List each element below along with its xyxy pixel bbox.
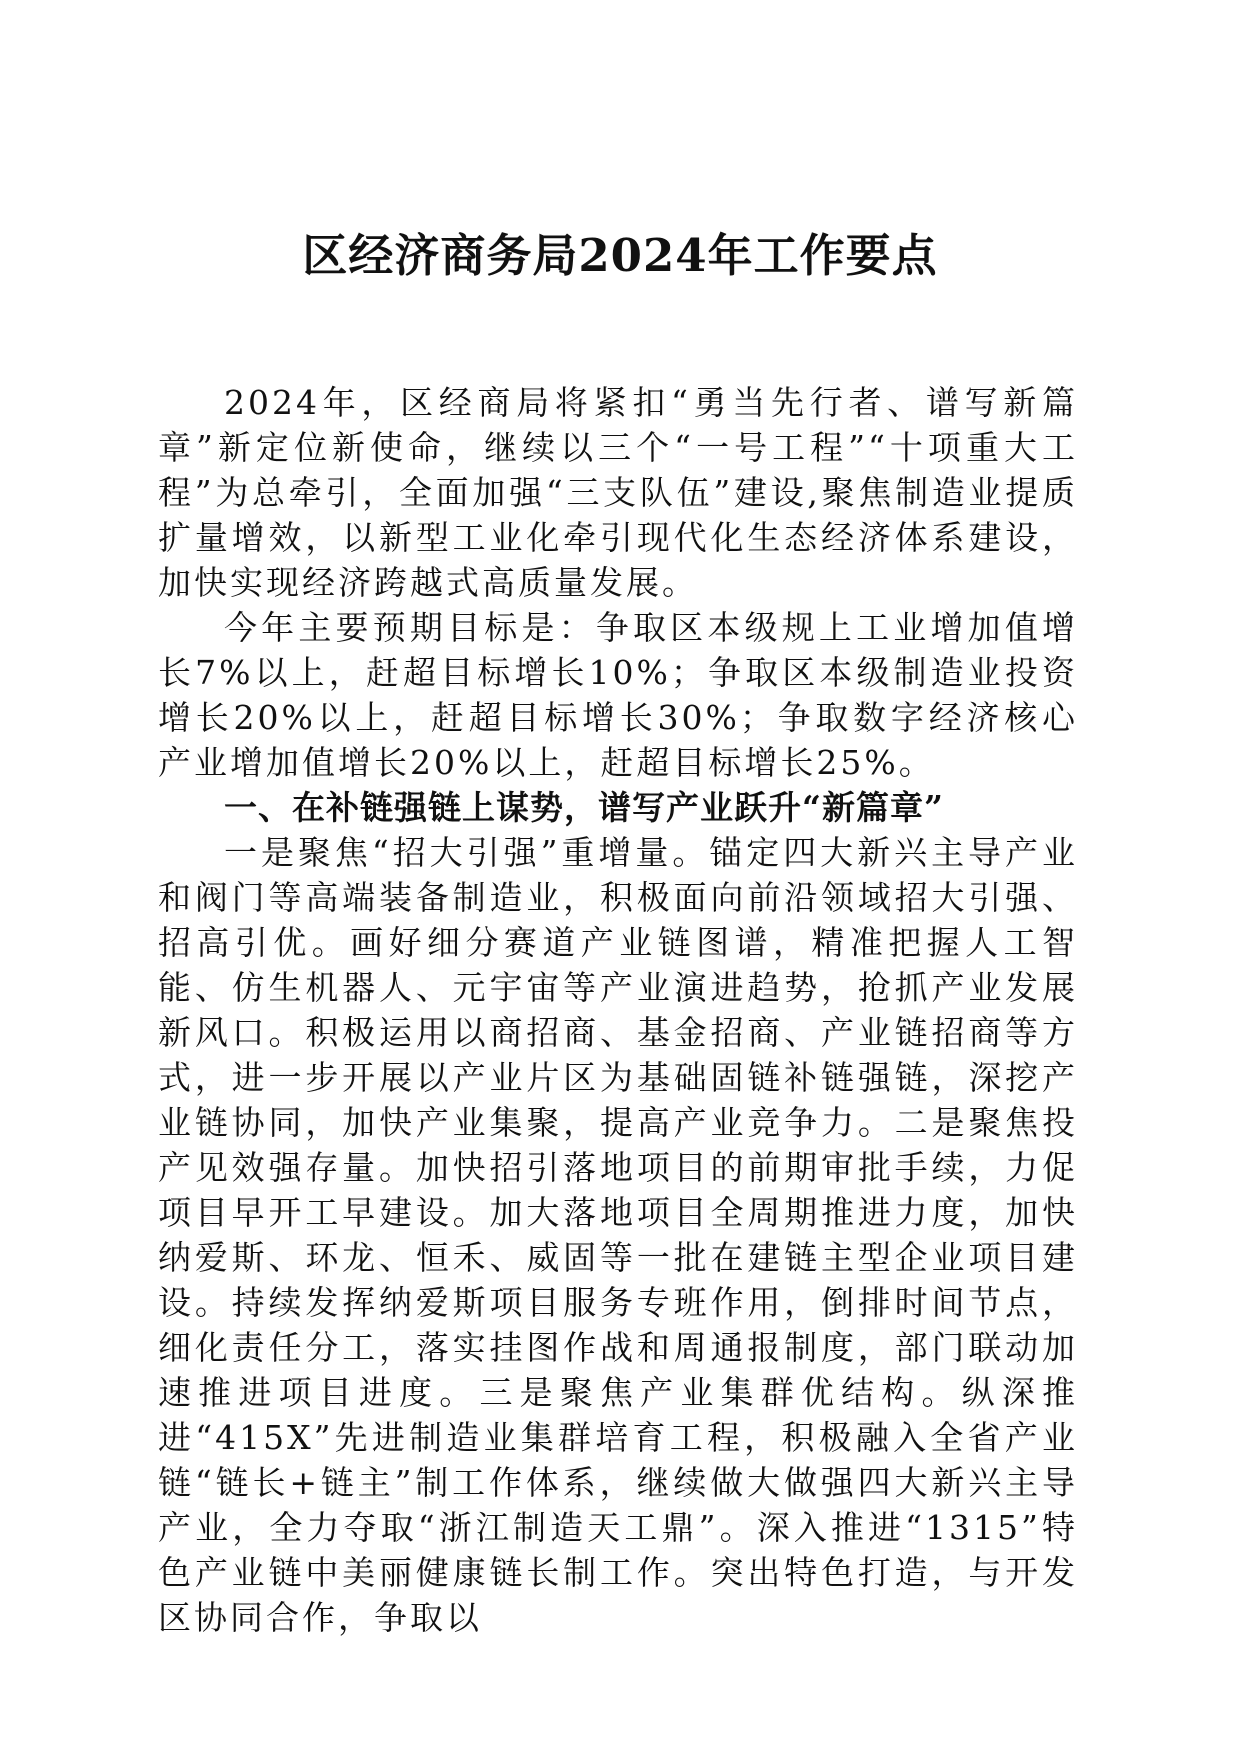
section-1-heading: 一、在补链强链上谋势，谱写产业跃升“新篇章” [224,788,944,827]
section-1-body: 一是聚焦“招大引强”重增量。锚定四大新兴主导产业和阀门等高端装备制造业，积极面向前沿领域招大引强、招高引优。画好细分赛道产业链图谱，精准把握人工智能、仿生机器人、元宇宙等产业演进趋势，抢抓产业发展新风口。积极运用以商招商、基金招商、产业链招商等方式，进一步开展以产业片区为基础固链补链强链，深挖产业链协同，加快产业集聚，提高产业竞争力。二是聚焦投产见效强存量。加快招引落地项目的前期审批手续，力促项目早开工早建设。加大落地项目全周期推进力度，加快纳爱斯、环龙、恒禾、威固等一批在建链主型企业项目建设。持续发挥纳爱斯项目服务专班作用，倒排时间节点，细化责任分工，落实挂图作战和周通报制度，部门联动加速推进项目进度。三是聚焦产业集群优结构。纵深推进“415X”先进制造业集群培育工程，积极融入全省产业链“链长+链主”制工作体系，继续做大做强四大新兴主导产业，全力夺取“浙江制造天工鼎”。深入推进“1315”特色产业链中美丽健康链长制工作。突出特色打造，与开发区协同合作，争取以 [158,833,1078,1637]
document-body [158,380,1078,1640]
document-title: 区经济商务局2024年工作要点 [302,229,938,282]
intro-paragraph: 2024年，区经商局将紧扣“勇当先行者、谱写新篇章”新定位新使命，继续以三个“一号工程”“十项重大工程”为总牵引，全面加强“三支队伍”建设,聚焦制造业提质扩量增效，以新型工业化牵引现代化生态经济体系建设，加快实现经济跨越式高质量发展。 [158,383,1078,602]
targets-paragraph: 今年主要预期目标是：争取区本级规上工业增加值增长7%以上，赶超目标增长10%；争取区本级制造业投资增长20%以上，赶超目标增长30%；争取数字经济核心产业增加值增长20%以上，赶超目标增长25%。 [158,608,1078,782]
